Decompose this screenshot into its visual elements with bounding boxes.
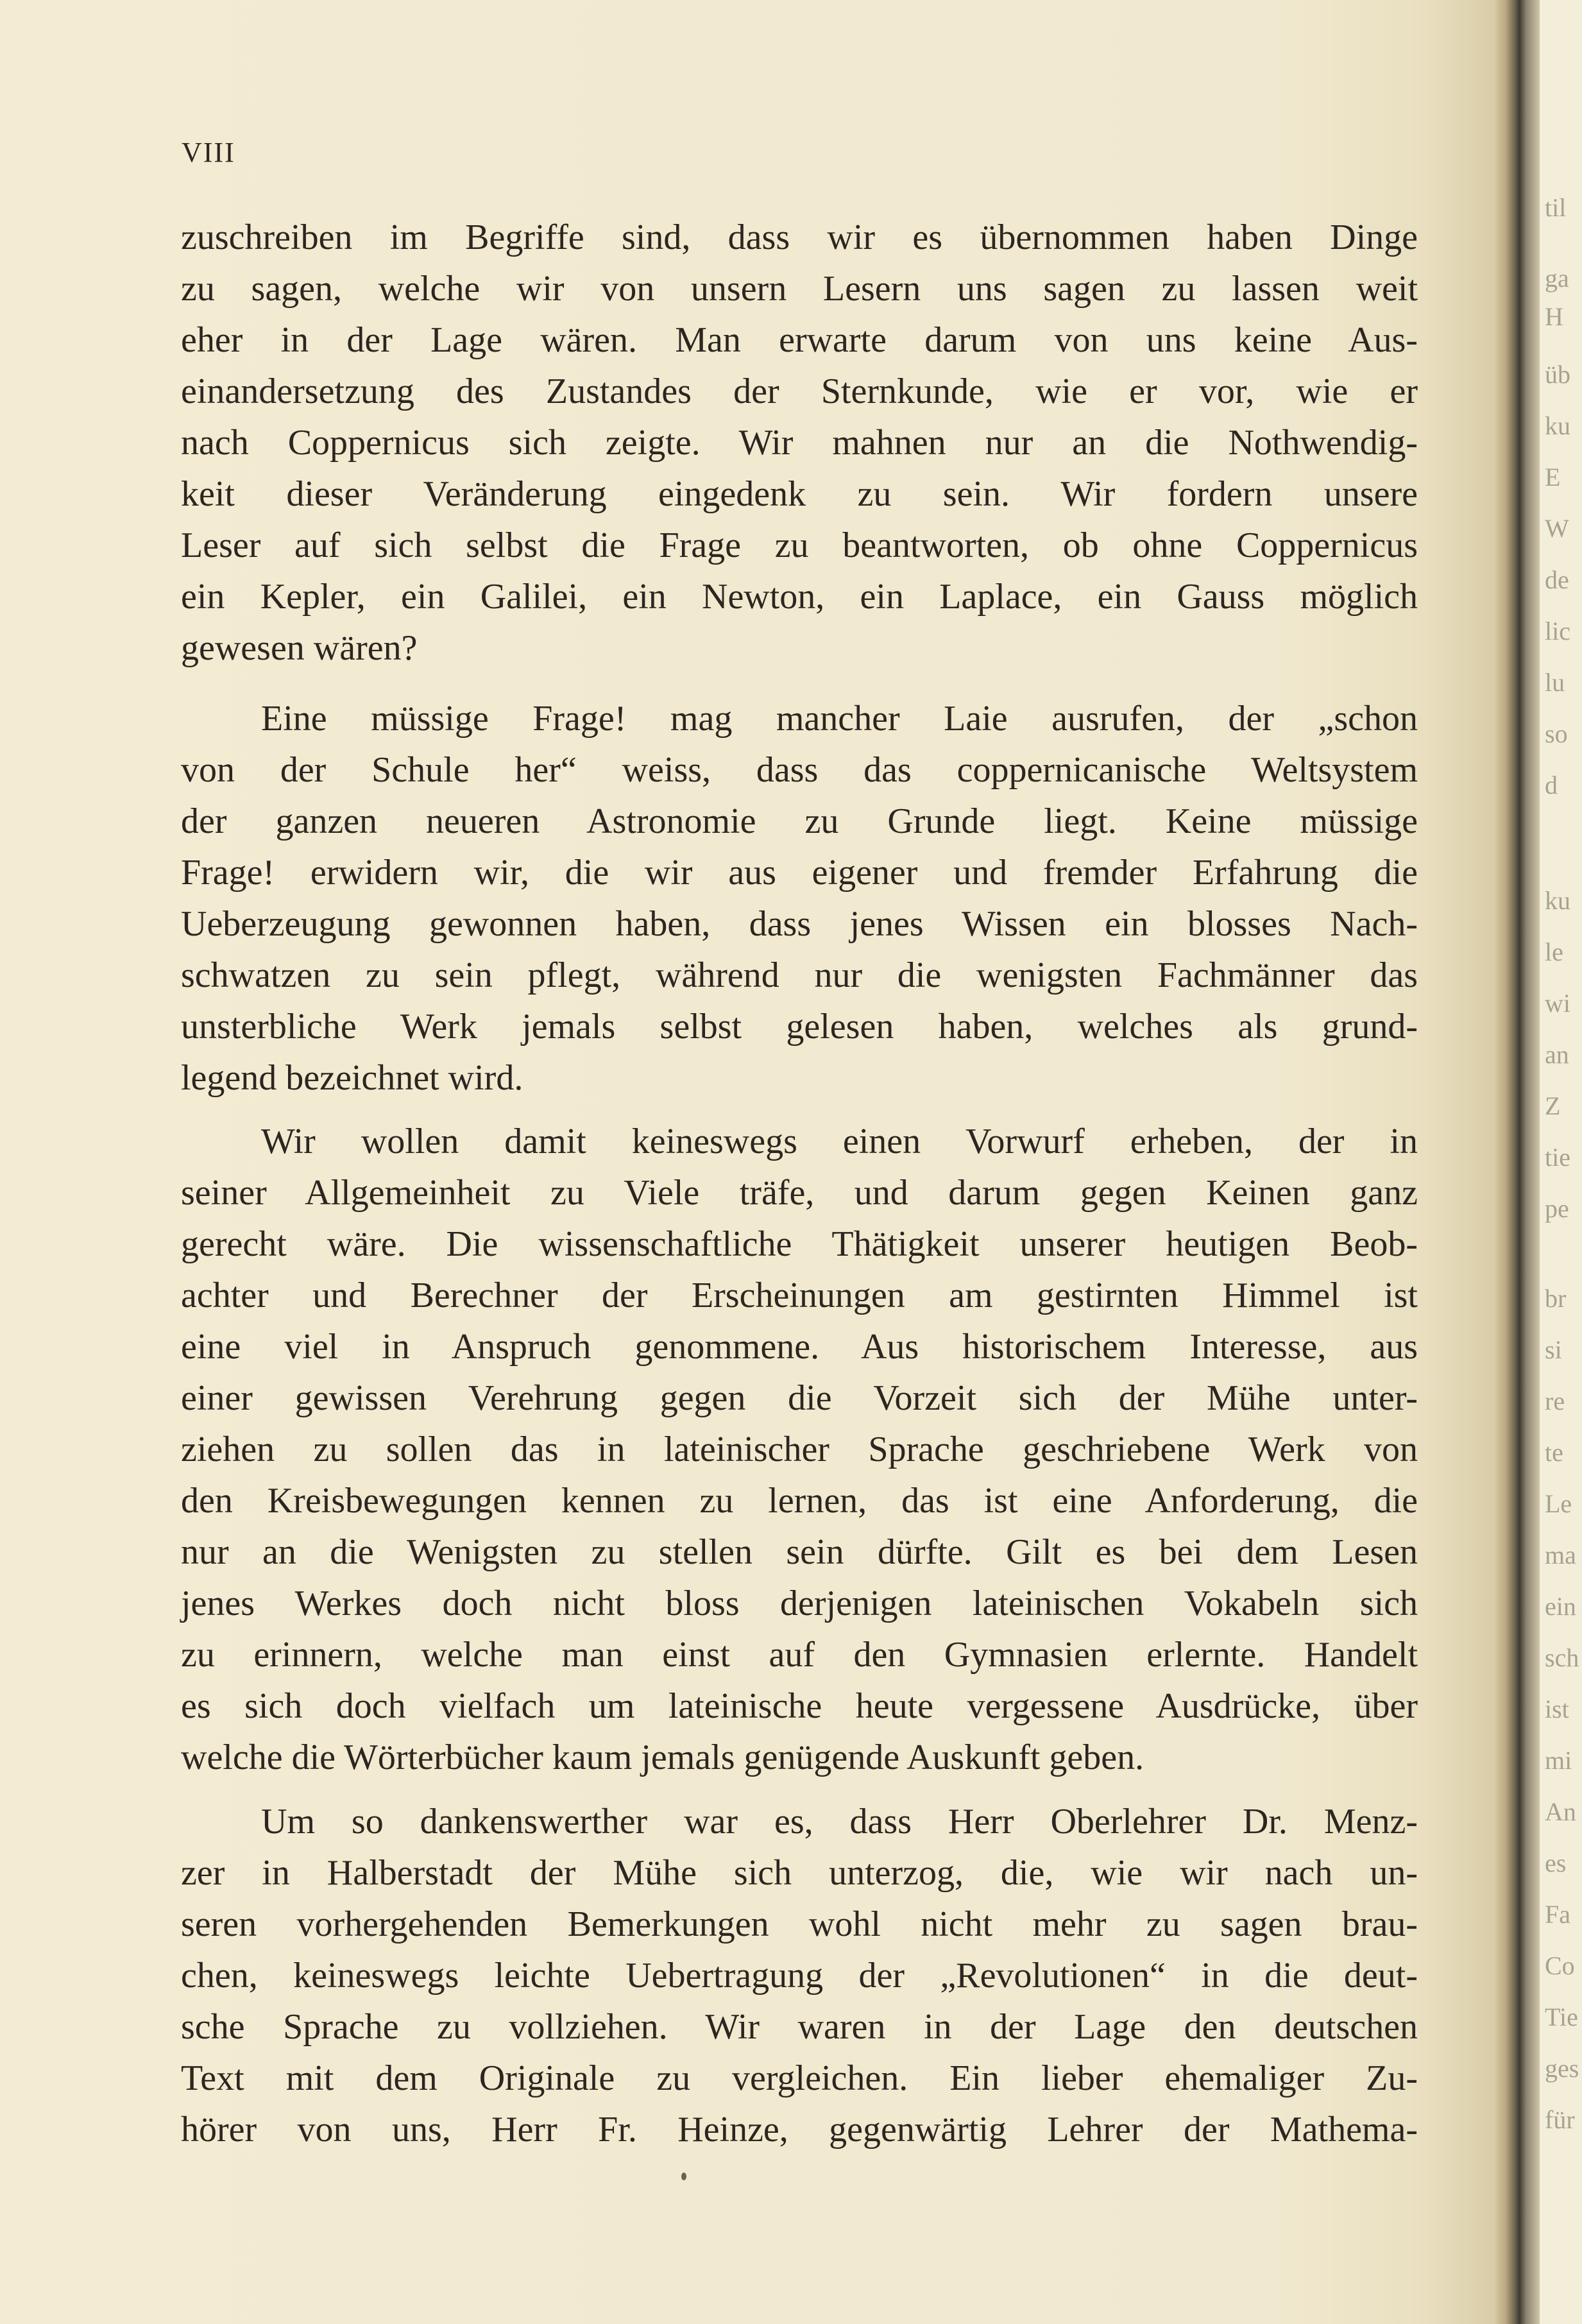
- adjacent-page-text-fragment: de: [1545, 565, 1569, 594]
- adjacent-page-text-fragment: Le: [1545, 1489, 1572, 1518]
- adjacent-page-text-fragment: ma: [1545, 1541, 1576, 1569]
- paragraph: [181, 693, 1418, 1104]
- adjacent-page-text-fragment: Tie: [1545, 2003, 1578, 2031]
- adjacent-page-text-fragment: an: [1545, 1040, 1569, 1069]
- text-line: Wir wollen damit keineswegs einen Vorwurf erheben, der in: [261, 1122, 1418, 1161]
- adjacent-page-text-fragment: sch: [1545, 1643, 1579, 1672]
- text-line: seiner Allgemeinheit zu Viele träfe, und darum gegen Keinen ganz: [181, 1173, 1418, 1213]
- text-line: gewesen wären?: [181, 628, 418, 668]
- paragraph: [181, 1116, 1418, 1783]
- adjacent-page-text-fragment: Co: [1545, 1951, 1575, 1980]
- text-line: nach Coppernicus sich zeigte. Wir mahnen nur an die Nothwendig-: [181, 423, 1418, 463]
- text-line: einer gewissen Verehrung gegen die Vorzeit sich der Mühe unter-: [181, 1378, 1418, 1418]
- text-line: gerecht wäre. Die wissenschaftliche Thätigkeit unserer heutigen Beob-: [181, 1224, 1418, 1264]
- text-line: zuschreiben im Begriffe sind, dass wir es übernommen haben Dinge: [181, 218, 1418, 257]
- text-line: eher in der Lage wären. Man erwarte darum von uns keine Aus-: [181, 320, 1418, 360]
- adjacent-page-text-fragment: ein: [1545, 1592, 1576, 1621]
- adjacent-page-text-fragment: lu: [1545, 668, 1565, 697]
- text-line: nur an die Wenigsten zu stellen sein dürfte. Gilt es bei dem Lesen: [181, 1532, 1418, 1572]
- paper-speck: [681, 2173, 686, 2180]
- adjacent-page-text-fragment: si: [1545, 1335, 1562, 1364]
- text-line: achter und Berechner der Erscheinungen am gestirnten Himmel ist: [181, 1276, 1418, 1315]
- adjacent-page-text-fragment: es: [1545, 1849, 1567, 1877]
- text-line: Text mit dem Originale zu vergleichen. Ein lieber ehemaliger Zu-: [181, 2058, 1418, 2098]
- text-line: einandersetzung des Zustandes der Sternkunde, wie er vor, wie er: [181, 372, 1418, 411]
- text-line: legend bezeichnet wird.: [181, 1058, 523, 1098]
- adjacent-page-text-fragment: ges: [1545, 2054, 1579, 2083]
- adjacent-page-text-fragment: til: [1545, 193, 1567, 222]
- text-line: von der Schule her“ weiss, dass das coppernicanische Weltsystem: [181, 750, 1418, 790]
- text-line: Leser auf sich selbst die Frage zu beantworten, ob ohne Coppernicus: [181, 525, 1418, 565]
- adjacent-page-text-fragment: ist: [1545, 1695, 1569, 1723]
- paragraph: [181, 1796, 1418, 2155]
- page-number: VIII: [182, 137, 235, 168]
- adjacent-page-text-fragment: re: [1545, 1387, 1565, 1415]
- adjacent-page-text-fragment: für: [1545, 2105, 1575, 2134]
- adjacent-page-text-fragment: ku: [1545, 411, 1570, 440]
- text-line: zer in Halberstadt der Mühe sich unterzog, die, wie wir nach un-: [181, 1853, 1418, 1893]
- text-line: Um so dankenswerther war es, dass Herr Oberlehrer Dr. Menz-: [261, 1802, 1418, 1841]
- adjacent-page-edge: [1540, 0, 1582, 2324]
- adjacent-page-text-fragment: te: [1545, 1438, 1563, 1467]
- adjacent-page-text-fragment: mi: [1545, 1746, 1572, 1775]
- text-line: chen, keineswegs leichte Uebertragung der „Revolutionen“ in die deut-: [181, 1956, 1418, 1995]
- text-line: der ganzen neueren Astronomie zu Grunde liegt. Keine müssige: [181, 801, 1418, 841]
- adjacent-page-text-fragment: W: [1545, 514, 1569, 543]
- adjacent-page-text-fragment: wi: [1545, 989, 1570, 1018]
- text-line: unsterbliche Werk jemals selbst gelesen haben, welches als grund-: [181, 1007, 1418, 1047]
- adjacent-page-text-fragment: so: [1545, 719, 1568, 748]
- adjacent-page-text-fragment: ku: [1545, 886, 1570, 915]
- book-binding-gutter: [1495, 0, 1540, 2324]
- text-line: ziehen zu sollen das in lateinischer Sprache geschriebene Werk von: [181, 1430, 1418, 1469]
- adjacent-page-text-fragment: Z: [1545, 1091, 1561, 1120]
- text-line: seren vorhergehenden Bemerkungen wohl nicht mehr zu sagen brau-: [181, 1904, 1418, 1944]
- adjacent-page-text-fragment: H: [1545, 302, 1563, 331]
- text-line: Frage! erwidern wir, die wir aus eigener und fremder Erfahrung die: [181, 853, 1418, 893]
- text-line: hörer von uns, Herr Fr. Heinze, gegenwärtig Lehrer der Mathema-: [181, 2110, 1418, 2149]
- text-line: eine viel in Anspruch genommene. Aus historischem Interesse, aus: [181, 1327, 1418, 1367]
- text-line: schwatzen zu sein pflegt, während nur die wenigsten Fachmänner das: [181, 955, 1418, 995]
- adjacent-page-text-fragment: üb: [1545, 360, 1570, 389]
- text-line: keit dieser Veränderung eingedenk zu sein. Wir fordern unsere: [181, 474, 1418, 514]
- adjacent-page-text-fragment: An: [1545, 1797, 1576, 1826]
- text-line: den Kreisbewegungen kennen zu lernen, das ist eine Anforderung, die: [181, 1481, 1418, 1521]
- adjacent-page-text-fragment: E: [1545, 463, 1561, 491]
- text-line: ein Kepler, ein Galilei, ein Newton, ein Laplace, ein Gauss möglich: [181, 577, 1418, 617]
- adjacent-page-text-fragment: lic: [1545, 617, 1570, 645]
- adjacent-page-text-fragment: le: [1545, 937, 1563, 966]
- adjacent-page-text-fragment: pe: [1545, 1194, 1569, 1223]
- text-line: sche Sprache zu vollziehen. Wir waren in der Lage den deutschen: [181, 2007, 1418, 2047]
- adjacent-page-text-fragment: tie: [1545, 1143, 1570, 1172]
- text-line: zu sagen, welche wir von unsern Lesern uns sagen zu lassen weit: [181, 269, 1418, 309]
- text-line: es sich doch vielfach um lateinische heute vergessene Ausdrücke, über: [181, 1686, 1418, 1726]
- adjacent-page-text-fragment: br: [1545, 1284, 1567, 1313]
- adjacent-page-text-fragment: d: [1545, 771, 1558, 799]
- text-line: welche die Wörterbücher kaum jemals genügende Auskunft geben.: [181, 1738, 1144, 1777]
- adjacent-page-text-fragment: Fa: [1545, 1900, 1570, 1929]
- paragraph: [181, 212, 1418, 674]
- text-line: Eine müssige Frage! mag mancher Laie ausrufen, der „schon: [261, 699, 1418, 739]
- text-line: zu erinnern, welche man einst auf den Gymnasien erlernte. Handelt: [181, 1635, 1418, 1675]
- text-line: Ueberzeugung gewonnen haben, dass jenes Wissen ein blosses Nach-: [181, 904, 1418, 944]
- text-line: jenes Werkes doch nicht bloss derjenigen lateinischen Vokabeln sich: [181, 1584, 1418, 1623]
- adjacent-page-text-fragment: ga: [1545, 264, 1569, 293]
